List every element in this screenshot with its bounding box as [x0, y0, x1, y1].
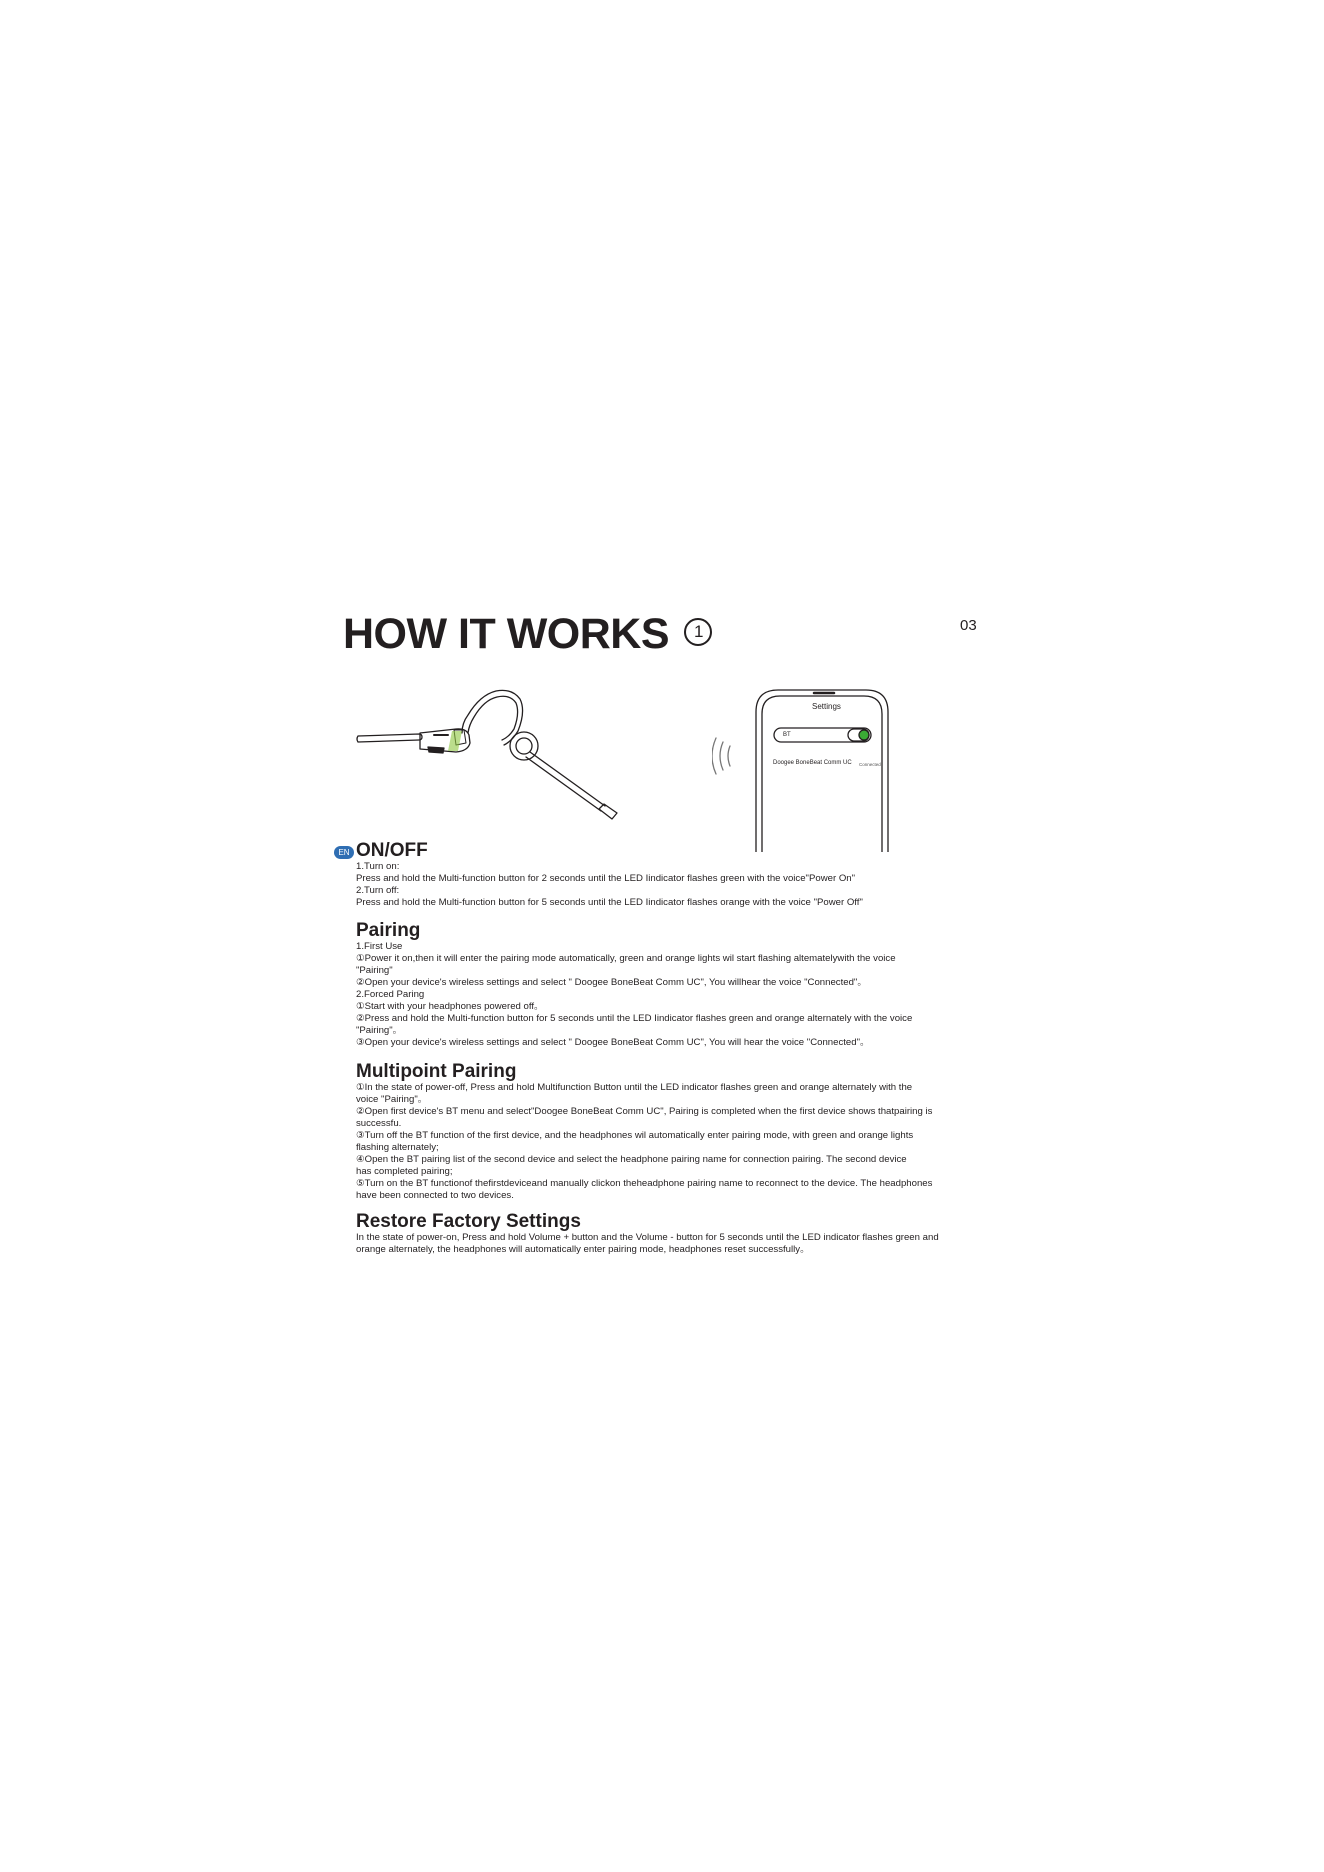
section-pairing [356, 921, 996, 1049]
language-badge: EN [334, 846, 354, 859]
body-line: flashing alternately; [356, 1142, 439, 1153]
section-body [356, 861, 996, 909]
body-line: ①Start with your headphones powered off。 [356, 1001, 544, 1012]
body-line: ③Turn off the BT function of the first device, and the headphones wil automatically enter pairing mode, with green and orange lights [356, 1130, 914, 1141]
section-on-off [356, 841, 996, 909]
body-line: ②Open your device's wireless settings and select " Doogee BoneBeat Comm UC", You willhear the voice "Connected"。 [356, 977, 867, 988]
section-body [356, 1232, 996, 1256]
body-line: In the state of power-on, Press and hold Volume + button and the Volume - button for 5 seconds until the LED indicator flashes green and [356, 1232, 939, 1243]
body-line: has completed pairing; [356, 1166, 453, 1177]
phone-device-status: Connected [859, 762, 881, 767]
page-title [343, 608, 712, 660]
phone-device-name: Doogee BoneBeat Comm UC [773, 760, 852, 766]
phone-illustration [712, 684, 902, 852]
body-line: Press and hold the Multi-function button for 2 seconds until the LED Iindicator flashes green with the voice"Power On" [356, 873, 856, 884]
section-title: Multipoint Pairing [356, 1061, 517, 1082]
page-title-text: HOW IT WORKS [343, 610, 670, 658]
phone-settings-title: Settings [812, 702, 841, 711]
body-line: ①In the state of power-off, Press and hold Multifunction Button until the LED indicator flashes green and orange alternately with the [356, 1082, 913, 1093]
phone-bt-label: BT [783, 732, 791, 738]
body-line: ⑤Turn on the BT functionof thefirstdeviceand manually clickon theheadphone pairing name to reconnect to the device. The headphones [356, 1178, 933, 1189]
section-restore-factory-settings [356, 1212, 996, 1256]
step-number-badge: 1 [684, 618, 712, 646]
section-title: Pairing [356, 920, 421, 941]
page-number: 03 [960, 617, 977, 634]
body-line: "Pairing" [356, 965, 393, 976]
section-title: Restore Factory Settings [356, 1211, 581, 1232]
body-line: ①Power it on,then it will enter the pairing mode automatically, green and orange lights wil start flashing altematelywith the voice [356, 953, 896, 964]
body-line: have been connected to two devices. [356, 1190, 514, 1201]
section-title: ON/OFF [356, 840, 428, 861]
body-line: ④Open the BT pairing list of the second device and select the headphone pairing name for connection pairing. The second device [356, 1154, 907, 1165]
body-line: ③Open your device's wireless settings and select " Doogee BoneBeat Comm UC", You will hear the voice "Connected"。 [356, 1037, 870, 1048]
body-line: successfu. [356, 1118, 402, 1129]
body-line: "Pairing"。 [356, 1025, 403, 1036]
section-body [356, 941, 996, 1049]
body-line: orange alternately, the headphones will automatically enter pairing mode, headphones reset successfully。 [356, 1244, 810, 1255]
body-line: 1.First Use [356, 941, 403, 952]
body-line: ②Open first device's BT menu and select"Doogee BoneBeat Comm UC", Pairing is completed when the first device shows thatpairing is [356, 1106, 933, 1117]
headset-illustration [356, 685, 636, 825]
body-line: voice "Pairing"。 [356, 1094, 428, 1105]
section-multipoint-pairing [356, 1062, 996, 1202]
section-body [356, 1082, 996, 1202]
body-line: ②Press and hold the Multi-function button for 5 seconds until the LED Iindicator flashes green and orange alternately with the voice [356, 1013, 913, 1024]
body-line: Press and hold the Multi-function button for 5 seconds until the LED Iindicator flashes orange with the voice "Power Off" [356, 897, 863, 908]
body-line: 2.Turn off: [356, 885, 400, 896]
body-line: 1.Turn on: [356, 861, 400, 872]
body-line: 2.Forced Paring [356, 989, 425, 1000]
